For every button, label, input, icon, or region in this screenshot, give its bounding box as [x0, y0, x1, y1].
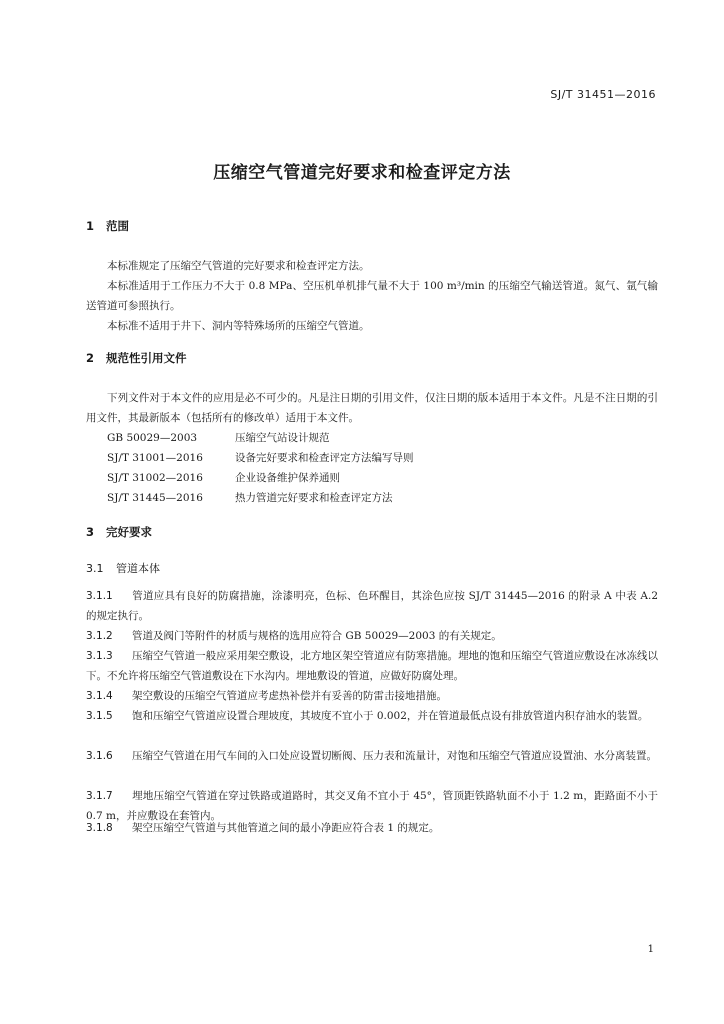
clause — [86, 686, 658, 706]
clause-text: 压缩空气管道一般应采用架空敷设，北方地区架空管道应有防寒措施。埋地的饱和压缩空气管道应敷设在冰冻线以下。不允许将压缩空气管道敷设在下水沟内。埋地敷设的管道，应做好防腐处理。 — [86, 650, 658, 682]
clause — [86, 706, 658, 726]
clause — [86, 746, 658, 766]
clause-text: 埋地压缩空气管道在穿过铁路或道路时，其交叉角不宜小于 45°，管顶距铁路轨面不小于 1.2 m，距路面不小于 0.7 m，并应敷设在套管内。 — [86, 790, 658, 822]
reference-title: 热力管道完好要求和检查评定方法 — [235, 492, 393, 504]
section-number: 2 — [86, 351, 95, 365]
clause-number: 3.1.4 — [86, 690, 113, 702]
reference-item — [107, 448, 414, 468]
section-heading-scope — [86, 218, 129, 234]
document-title: 压缩空气管道完好要求和检查评定方法 — [213, 163, 511, 183]
paragraph: 本标准适用于工作压力不大于 0.8 MPa、空压机单机排气量不大于 100 m³/min 的压缩空气输送管道。氮气、氩气输送管道可参照执行。 — [86, 280, 658, 312]
clause — [86, 818, 658, 838]
clause-text: 饱和压缩空气管道应设置合理坡度，其坡度不宜小于 0.002，并在管道最低点设有排放管道内积存油水的装置。 — [132, 710, 649, 722]
reference-item — [107, 428, 330, 448]
section-number: 3 — [86, 525, 95, 539]
clause — [86, 646, 658, 686]
reference-item — [107, 468, 340, 488]
reference-title: 企业设备维护保养通则 — [235, 472, 340, 484]
clause-text: 架空压缩空气管道与其他管道之间的最小净距应符合表 1 的规定。 — [132, 822, 440, 834]
subsection-number: 3.1 — [86, 562, 104, 575]
reference-code: GB 50029—2003 — [107, 432, 198, 444]
clause-text: 管道应具有良好的防腐措施，涂漆明亮，色标、色环醒目，其涂色应按 SJ/T 31445—2016 的附录 A 中表 A.2 的规定执行。 — [86, 590, 658, 622]
clause-number: 3.1.5 — [86, 710, 113, 722]
clause — [86, 586, 658, 626]
clause-text: 压缩空气管道在用气车间的入口处应设置切断阀、压力表和流量计，对饱和压缩空气管道应设置油、水分离装置。 — [132, 750, 657, 762]
clause-number: 3.1.2 — [86, 630, 113, 642]
subsection-heading — [86, 560, 160, 576]
section-heading-normative-references — [86, 350, 187, 366]
clause-number: 3.1.1 — [86, 590, 113, 602]
reference-item — [107, 488, 393, 508]
clause-text: 架空敷设的压缩空气管道应考虑热补偿并有妥善的防雷击接地措施。 — [132, 690, 447, 702]
clause-number: 3.1.8 — [86, 822, 113, 834]
section-title: 范围 — [106, 219, 129, 233]
paragraph: 本标准规定了压缩空气管道的完好要求和检查评定方法。 — [107, 260, 370, 272]
clause — [86, 626, 658, 646]
clause-number: 3.1.3 — [86, 650, 113, 662]
standard-code: SJ/T 31451—2016 — [550, 88, 656, 101]
section-heading-requirements — [86, 524, 152, 540]
reference-title: 设备完好要求和检查评定方法编写导则 — [235, 452, 414, 464]
reference-code: SJ/T 31001—2016 — [107, 452, 203, 464]
clause-number: 3.1.6 — [86, 750, 113, 762]
section-number: 1 — [86, 219, 95, 233]
section-title: 规范性引用文件 — [106, 351, 187, 365]
paragraph: 本标准不适用于井下、洞内等特殊场所的压缩空气管道。 — [107, 320, 370, 332]
paragraph: 下列文件对于本文件的应用是必不可少的。凡是注日期的引用文件，仅注日期的版本适用于本文件。凡是不注日期的引用文件，其最新版本（包括所有的修改单）适用于本文件。 — [86, 392, 658, 424]
reference-code: SJ/T 31002—2016 — [107, 472, 203, 484]
subsection-title: 管道本体 — [116, 562, 160, 575]
page-number: 1 — [647, 944, 654, 955]
clause-text: 管道及阀门等附件的材质与规格的选用应符合 GB 50029—2003 的有关规定。 — [132, 630, 502, 642]
reference-title: 压缩空气站设计规范 — [235, 432, 330, 444]
clause-number: 3.1.7 — [86, 790, 113, 802]
reference-code: SJ/T 31445—2016 — [107, 492, 203, 504]
section-title: 完好要求 — [106, 525, 152, 539]
